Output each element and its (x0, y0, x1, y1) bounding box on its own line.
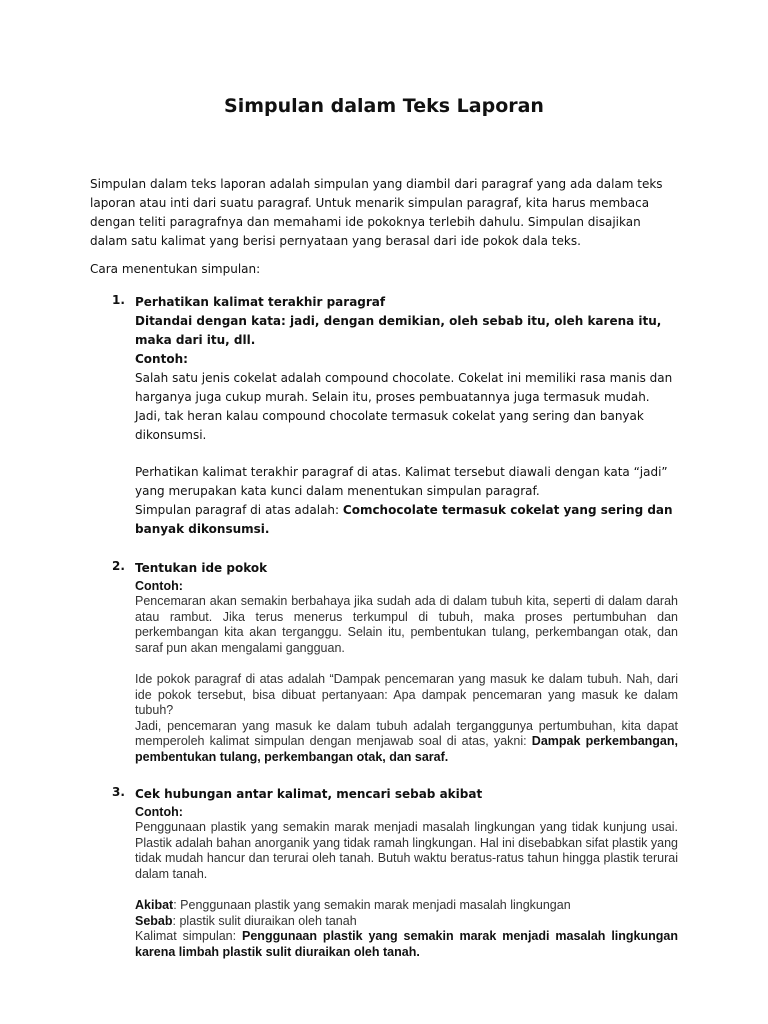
example-text: Pencemaran akan semakin berbahaya jika sudah ada di dalam tubuh kita, seperti di dalam darah atau rambut. Jika terus menerus terkumpul di tubuh, maka proses pertumbuhan dan perkembangan kita akan terganggu. Selain itu, pembentukan tulang, perkembangan otak, dan saraf pun akan mengalami gangguan. (135, 594, 678, 655)
sebab-label: Sebab (135, 913, 173, 928)
conclusion-line (135, 929, 678, 960)
akibat-text: : Penggunaan plastik yang semakin marak menjadi masalah lingkungan (173, 898, 571, 912)
page-title: Simpulan dalam Teks Laporan (224, 95, 544, 117)
example-text: Salah satu jenis cokelat adalah compound chocolate. Cokelat ini memiliki rasa manis dan harganya juga cukup murah. Selain itu, proses pembuatannya juga termasuk mudah. Jadi, tak heran kalau compound chocolate termasuk cokelat yang sering dan banyak dikonsumsi. (135, 371, 673, 442)
method-list (90, 293, 678, 960)
item-body (135, 785, 678, 960)
method-heading: Cara menentukan simpulan: (90, 262, 261, 276)
conclusion-text: Comchocolate termasuk cokelat yang sering dan banyak dikonsumsi. (135, 503, 673, 536)
conclusion-text: Penggunaan plastik yang semakin marak menjadi masalah lingkungan karena limbah plastik sulit diuraikan oleh tanah. (135, 929, 678, 959)
conclusion-line (135, 719, 678, 766)
conclusion-text: Dampak perkembangan, pembentukan tulang, perkembangan otak, dan saraf. (135, 734, 678, 764)
list-item (90, 293, 678, 539)
item-description: Ditandai dengan kata: jadi, dengan demikian, oleh sebab itu, oleh karena itu, maka dari itu, dll. (135, 314, 662, 347)
conclusion-prefix: Jadi, pencemaran yang masuk ke dalam tubuh adalah terganggunya pertumbuhan, kita dapat memperoleh kalimat simpulan dengan menjawab soal di atas, yakni: (135, 718, 678, 748)
item-heading: Perhatikan kalimat terakhir paragraf (135, 295, 386, 309)
list-item (90, 559, 678, 765)
item-heading: Cek hubungan antar kalimat, mencari sebab akibat (135, 787, 483, 801)
conclusion-line (135, 501, 678, 539)
example-label: Contoh: (135, 579, 183, 593)
example-label: Contoh: (135, 352, 188, 366)
conclusion-prefix: Simpulan paragraf di atas adalah: (135, 503, 343, 517)
item-body (135, 559, 678, 765)
item-body (135, 293, 678, 539)
item-number: 3. (112, 785, 125, 799)
conclusion-prefix: Kalimat simpulan: (135, 929, 243, 943)
list-item (90, 785, 678, 960)
item-heading: Tentukan ide pokok (135, 561, 268, 575)
example-label: Contoh: (135, 805, 183, 819)
analysis-text: Ide pokok paragraf di atas adalah “Dampak pencemaran yang masuk ke dalam tubuh. Nah, dari ide pokok tersebut, bisa dibuat pertanyaan: Apa dampak pencemaran yang masuk ke dalam tubuh? (135, 672, 678, 717)
item-number: 1. (112, 293, 125, 307)
sebab-line (135, 914, 678, 930)
sebab-text: : plastik sulit diuraikan oleh tanah (172, 913, 357, 928)
item-number: 2. (112, 559, 125, 573)
example-text: Penggunaan plastik yang semakin marak menjadi masalah lingkungan yang tidak kunjung usai. Plastik adalah bahan anorganik yang tidak ramah lingkungan. Hal ini disebabkan sifat plastik yang tidak mudah hancur dan terurai oleh tanah. Butuh waktu beratus-ratus tahun hingga plastik terurai dalam tanah. (135, 820, 678, 881)
akibat-line (135, 898, 678, 914)
intro-paragraph: Simpulan dalam teks laporan adalah simpulan yang diambil dari paragraf yang ada dalam teks laporan atau inti dari suatu paragraf. Untuk menarik simpulan paragraf, kita harus membaca dengan teliti paragrafnya dan memahami ide pokoknya terlebih dahulu. Simpulan disajikan dalam satu kalimat yang berisi pernyataan yang berasal dari ide pokok dala teks. (90, 177, 663, 248)
akibat-label: Akibat (135, 898, 174, 912)
analysis-text: Perhatikan kalimat terakhir paragraf di atas. Kalimat tersebut diawali dengan kata “jadi” yang merupakan kata kunci dalam menentukan simpulan paragraf. (135, 465, 668, 498)
